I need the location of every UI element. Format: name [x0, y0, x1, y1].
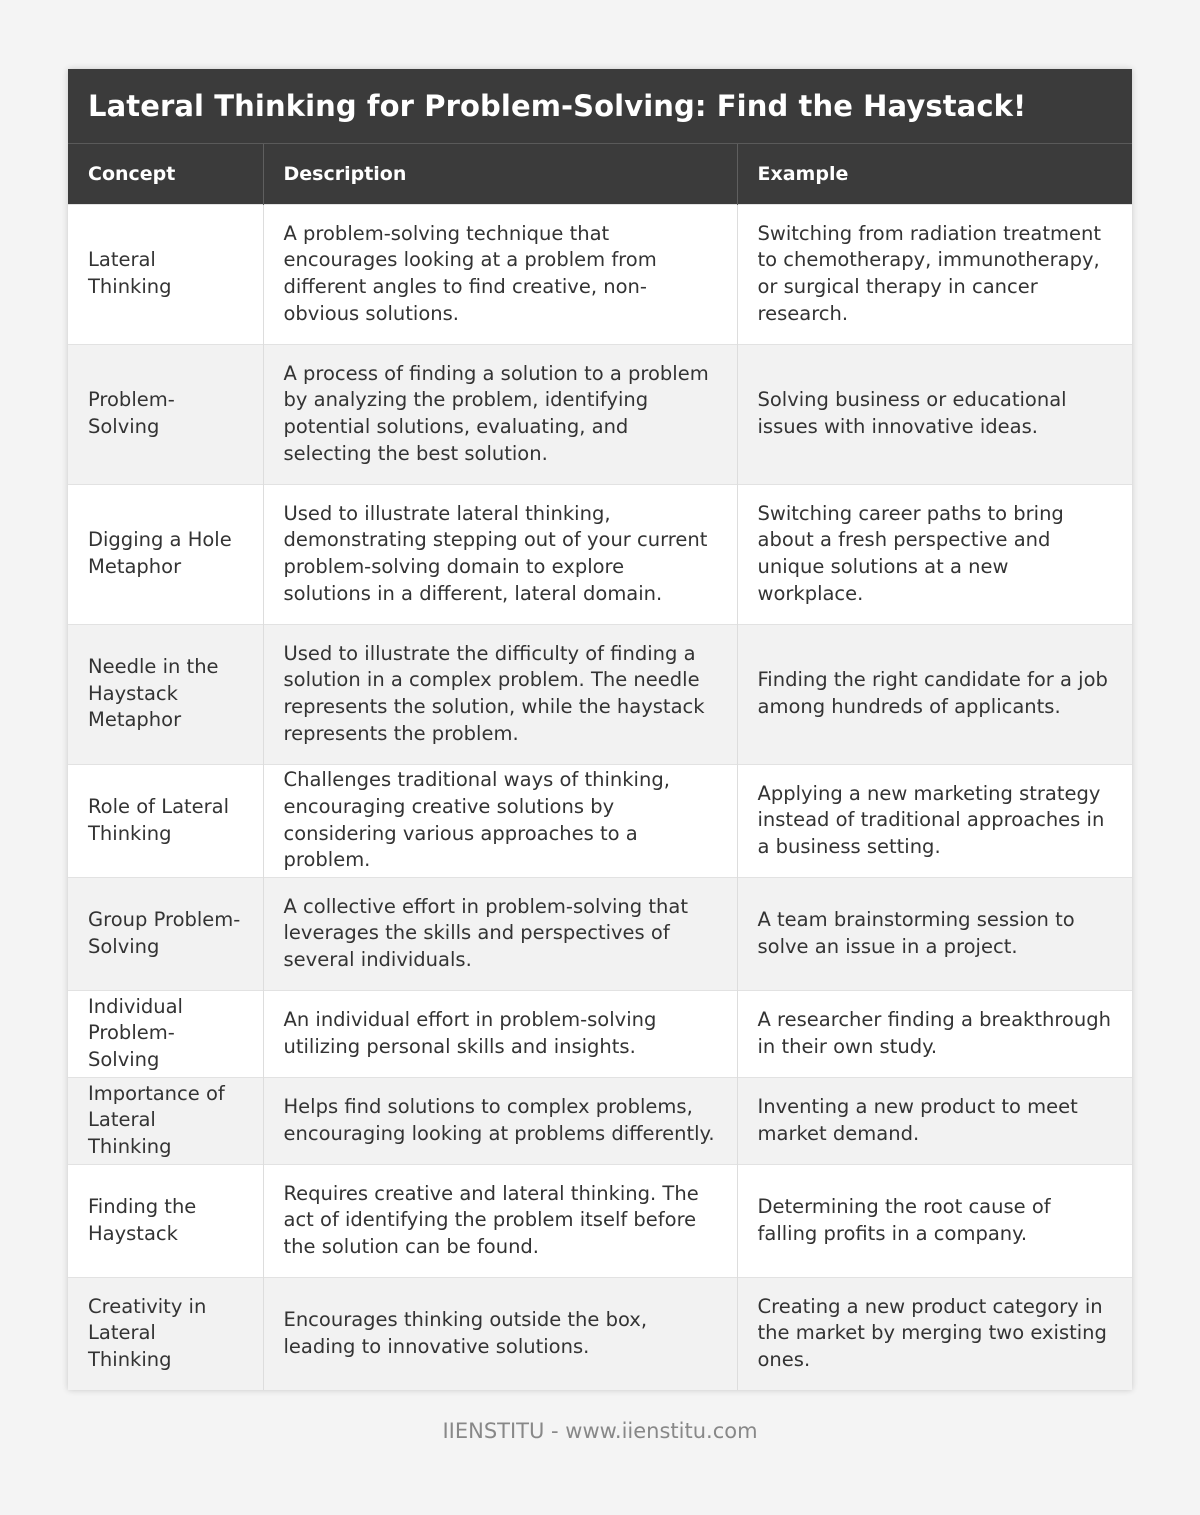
example-cell: Creating a new product category in the market by merging two existing ones.: [737, 1277, 1132, 1390]
description-cell: Used to illustrate lateral thinking, demonstrating stepping out of your current problem-solving domain to explore solutions in a different, lateral domain.: [263, 484, 737, 624]
example-cell: A researcher finding a breakthrough in their own study.: [737, 990, 1132, 1077]
concept-cell: Role of Lateral Thinking: [68, 764, 263, 877]
example-cell: Switching from radiation treatment to chemotherapy, immunotherapy, or surgical therapy in cancer research.: [737, 204, 1132, 344]
description-cell: Used to illustrate the difficulty of finding a solution in a complex problem. The needle represents the solution, while the haystack represents the problem.: [263, 624, 737, 764]
concept-cell: Finding the Haystack: [68, 1164, 263, 1277]
example-cell: Switching career paths to bring about a fresh perspective and unique solutions at a new workplace.: [737, 484, 1132, 624]
example-cell: Finding the right candidate for a job among hundreds of applicants.: [737, 624, 1132, 764]
title-bar: [68, 69, 1132, 144]
table-row: [68, 344, 1132, 484]
column-header-example: Example: [757, 162, 849, 185]
table-row: [68, 1277, 1132, 1390]
page-title: Lateral Thinking for Problem-Solving: Find the Haystack!: [88, 89, 1027, 123]
table-row: [68, 877, 1132, 990]
concept-cell: Group Problem-Solving: [68, 877, 263, 990]
table-row: [68, 204, 1132, 344]
table-header-row: [68, 144, 1132, 204]
description-cell: A problem-solving technique that encourages looking at a problem from different angles to find creative, non-obvious solutions.: [263, 204, 737, 344]
table-row: [68, 1077, 1132, 1164]
concept-cell: Digging a Hole Metaphor: [68, 484, 263, 624]
example-cell: Inventing a new product to meet market demand.: [737, 1077, 1132, 1164]
table-row: [68, 764, 1132, 877]
description-cell: A process of finding a solution to a problem by analyzing the problem, identifying potential solutions, evaluating, and selecting the best solution.: [263, 344, 737, 484]
footer-credit: IIENSTITU - www.iienstitu.com: [442, 1419, 758, 1443]
concept-cell: Problem-Solving: [68, 344, 263, 484]
concept-cell: Creativity in Lateral Thinking: [68, 1277, 263, 1390]
example-cell: A team brainstorming session to solve an issue in a project.: [737, 877, 1132, 990]
description-cell: An individual effort in problem-solving utilizing personal skills and insights.: [263, 990, 737, 1077]
concept-cell: Individual Problem-Solving: [68, 990, 263, 1077]
description-cell: Encourages thinking outside the box, leading to innovative solutions.: [263, 1277, 737, 1390]
concept-cell: Needle in the Haystack Metaphor: [68, 624, 263, 764]
table-row: [68, 990, 1132, 1077]
example-cell: Solving business or educational issues with innovative ideas.: [737, 344, 1132, 484]
concept-cell: Importance of Lateral Thinking: [68, 1077, 263, 1164]
column-header-concept: Concept: [68, 144, 263, 204]
concept-cell: Lateral Thinking: [68, 204, 263, 344]
table-card: [68, 69, 1132, 1390]
concept-table: [68, 144, 1132, 1390]
table-row: [68, 484, 1132, 624]
table-row: [68, 1164, 1132, 1277]
example-cell: Determining the root cause of falling profits in a company.: [737, 1164, 1132, 1277]
example-cell: Applying a new marketing strategy instead of traditional approaches in a business setting.: [737, 764, 1132, 877]
description-cell: Requires creative and lateral thinking. The act of identifying the problem itself before the solution can be found.: [263, 1164, 737, 1277]
description-cell: Helps find solutions to complex problems, encouraging looking at problems differently.: [263, 1077, 737, 1164]
column-header-description: Description: [263, 144, 737, 204]
description-cell: Challenges traditional ways of thinking, encouraging creative solutions by considering various approaches to a problem.: [263, 764, 737, 877]
description-cell: A collective effort in problem-solving that leverages the skills and perspectives of several individuals.: [263, 877, 737, 990]
table-row: [68, 624, 1132, 764]
